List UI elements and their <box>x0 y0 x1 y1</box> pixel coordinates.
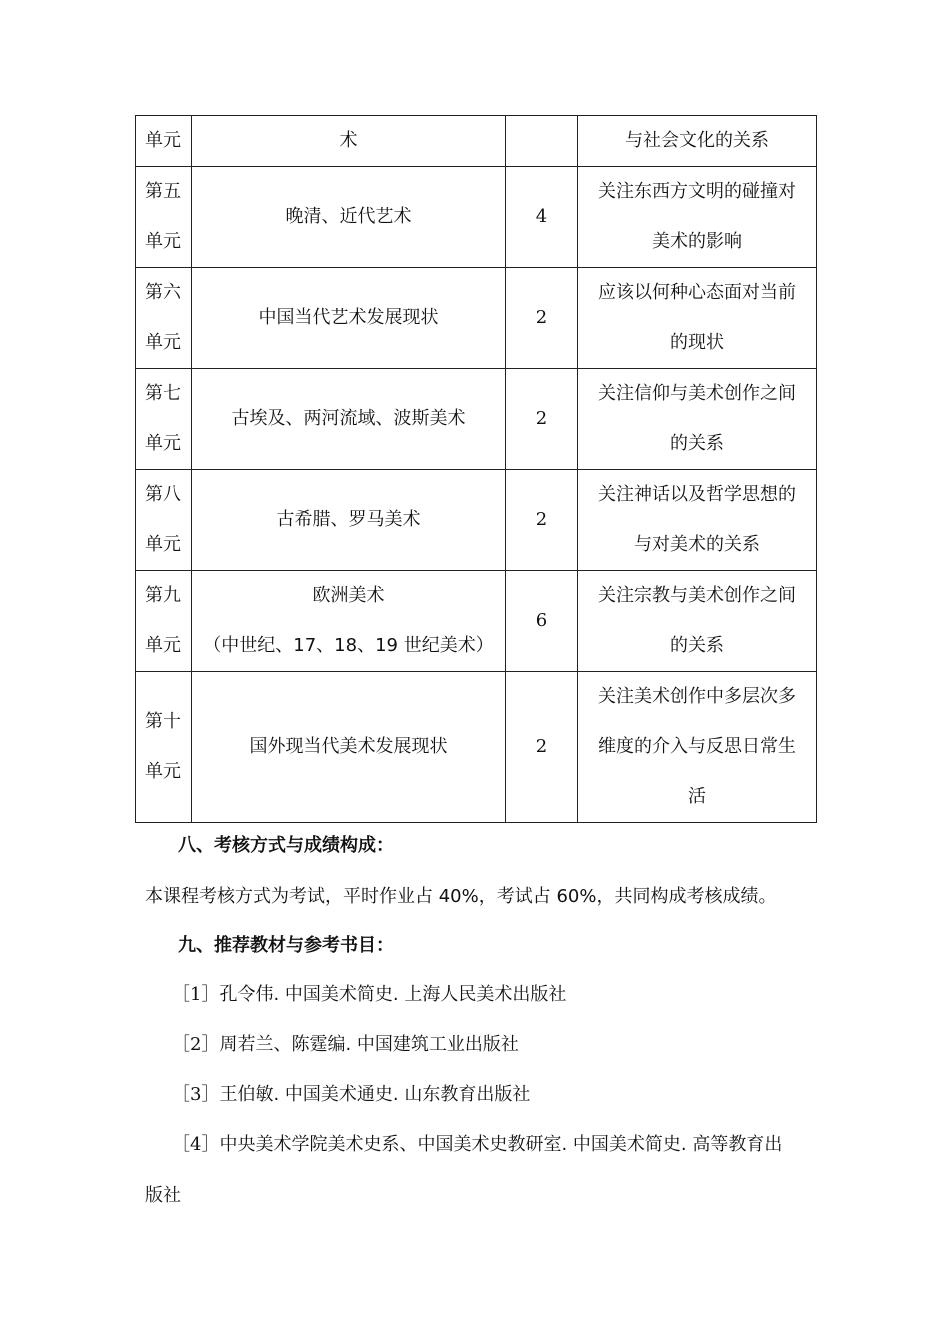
relation-cell <box>578 369 817 470</box>
unit-line: 第五 <box>145 181 181 202</box>
table-row <box>136 470 817 571</box>
table-row <box>136 672 817 823</box>
relation-line: 美术的影响 <box>652 231 742 252</box>
unit-line: 单元 <box>145 534 181 555</box>
unit-line: 单元 <box>145 231 181 252</box>
unit-line: 第十 <box>145 711 181 732</box>
relation-line: 的关系 <box>670 433 724 454</box>
unit-cell <box>136 167 192 268</box>
hours-cell: 6 <box>506 571 578 672</box>
unit-line: 单元 <box>145 433 181 454</box>
content-line: 欧洲美术 <box>312 585 385 606</box>
relation-cell <box>578 470 817 571</box>
section-heading-references: 九、推荐教材与参考书目： <box>178 935 394 956</box>
header-content: 术 <box>192 116 506 167</box>
table-row <box>136 268 817 369</box>
syllabus-table <box>135 115 817 823</box>
relation-cell <box>578 571 817 672</box>
reference-number: ［1］ <box>172 984 220 1005</box>
relation-line: 关注信仰与美术创作之间 <box>598 383 796 404</box>
relation-line: 维度的介入与反思日常生 <box>598 736 796 757</box>
reference-text: 孔令伟. 中国美术简史. 上海人民美术出版社 <box>219 984 567 1005</box>
relation-line: 的关系 <box>670 635 724 656</box>
reference-text: 中央美术学院美术史系、中国美术史教研室. 中国美术简史. 高等教育出 <box>219 1134 783 1155</box>
unit-cell <box>136 470 192 571</box>
reference-continuation: 版社 <box>145 1185 181 1206</box>
hours-cell: 2 <box>506 369 578 470</box>
relation-line: 的现状 <box>670 332 724 353</box>
relation-line: 应该以何种心态面对当前 <box>598 282 796 303</box>
hours-cell: 2 <box>506 672 578 823</box>
content-cell: 中国当代艺术发展现状 <box>192 268 506 369</box>
unit-line: 第七 <box>145 383 181 404</box>
unit-line: 第九 <box>145 585 181 606</box>
hours-cell: 4 <box>506 167 578 268</box>
relation-line: 活 <box>688 786 706 807</box>
relation-line: 关注神话以及哲学思想的 <box>598 484 796 505</box>
reference-item <box>172 1080 530 1106</box>
relation-line: 关注东西方文明的碰撞对 <box>598 181 796 202</box>
reference-number: ［4］ <box>172 1134 220 1155</box>
relation-line: 关注宗教与美术创作之间 <box>598 585 796 606</box>
section-heading-assessment: 八、考核方式与成绩构成： <box>178 835 394 856</box>
unit-line: 单元 <box>145 761 181 782</box>
content-cell: 古希腊、罗马美术 <box>192 470 506 571</box>
reference-item <box>172 980 566 1006</box>
reference-item <box>172 1030 519 1056</box>
relation-line: 关注美术创作中多层次多 <box>598 686 796 707</box>
table-row <box>136 369 817 470</box>
assessment-text: 本课程考核方式为考试，平时作业占 40%，考试占 60%，共同构成考核成绩。 <box>145 886 777 907</box>
table-row <box>136 571 817 672</box>
unit-cell <box>136 369 192 470</box>
relation-line: 与对美术的关系 <box>634 534 760 555</box>
unit-cell <box>136 268 192 369</box>
reference-item <box>172 1130 782 1156</box>
content-line: （中世纪、17、18、19 世纪美术） <box>203 635 494 656</box>
content-cell: 晚清、近代艺术 <box>192 167 506 268</box>
table-row <box>136 167 817 268</box>
reference-text: 王伯敏. 中国美术通史. 山东教育出版社 <box>219 1084 531 1105</box>
table-header-row <box>136 116 817 167</box>
header-unit: 单元 <box>136 116 192 167</box>
unit-cell <box>136 672 192 823</box>
reference-number: ［3］ <box>172 1084 220 1105</box>
relation-cell <box>578 672 817 823</box>
unit-cell <box>136 571 192 672</box>
content-cell: 国外现当代美术发展现状 <box>192 672 506 823</box>
unit-line: 第八 <box>145 484 181 505</box>
unit-line: 第六 <box>145 282 181 303</box>
reference-number: ［2］ <box>172 1034 220 1055</box>
unit-line: 单元 <box>145 635 181 656</box>
content-cell <box>192 571 506 672</box>
header-hours <box>506 116 578 167</box>
content-cell: 古埃及、两河流域、波斯美术 <box>192 369 506 470</box>
relation-cell <box>578 167 817 268</box>
hours-cell: 2 <box>506 470 578 571</box>
relation-cell <box>578 268 817 369</box>
unit-line: 单元 <box>145 332 181 353</box>
hours-cell: 2 <box>506 268 578 369</box>
header-relation: 与社会文化的关系 <box>578 116 817 167</box>
reference-text: 周若兰、陈霆编. 中国建筑工业出版社 <box>219 1034 519 1055</box>
